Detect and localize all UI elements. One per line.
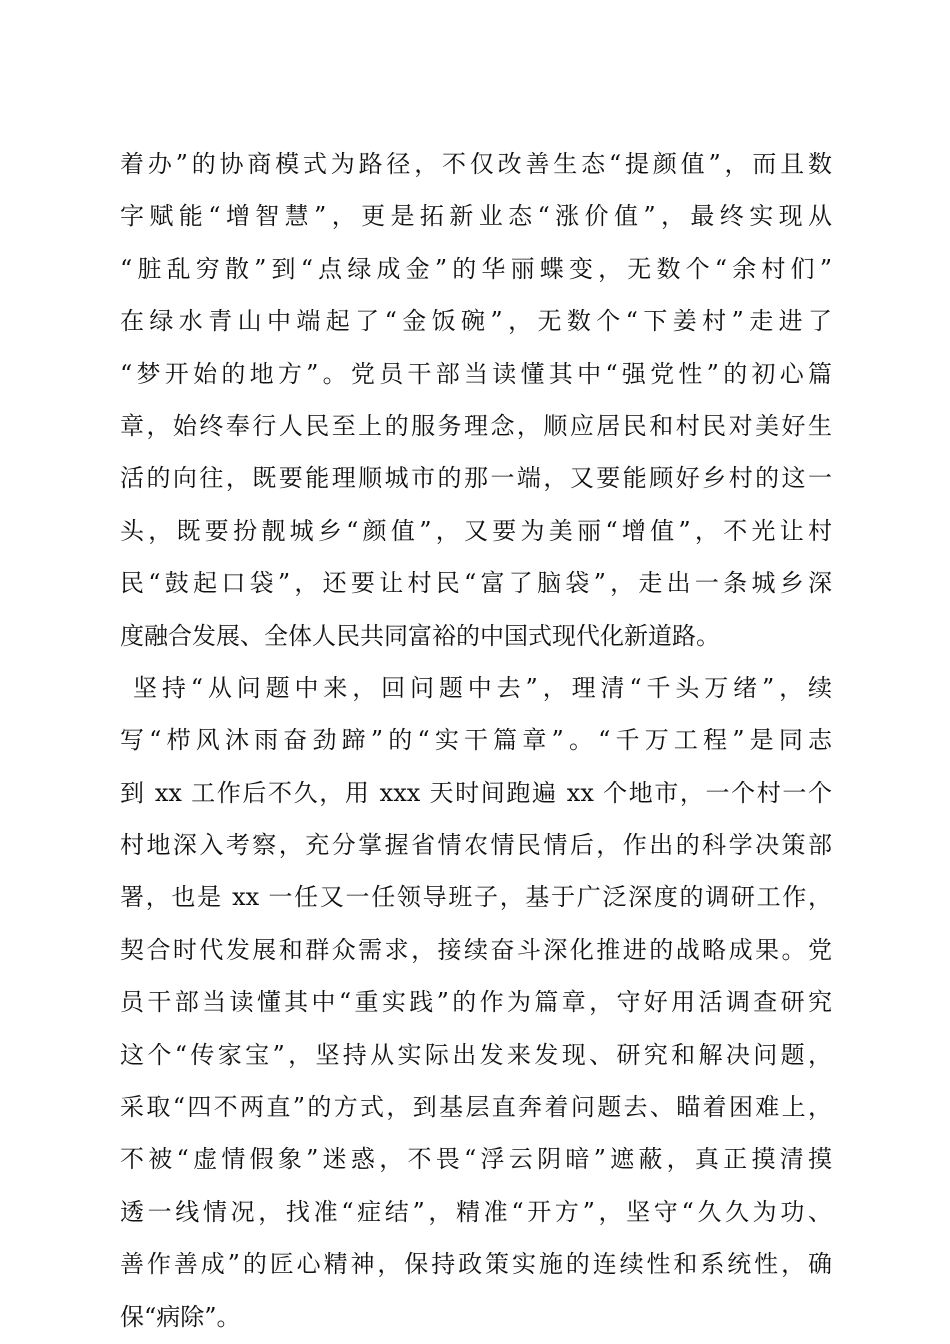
text-line: 头，既要扮靓城乡“颜值”，又要为美丽“增值”，不光让村 — [120, 516, 832, 545]
text-line: 在绿水青山中端起了“金饭碗”，无数个“下姜村”走进了 — [120, 307, 832, 336]
text-line: 活的向往，既要能理顺城市的那一端，又要能顾好乡村的这一 — [120, 464, 832, 493]
text-line: 章，始终奉行人民至上的服务理念，顺应居民和村民对美好生 — [120, 411, 832, 440]
text-line: “脏乱穷散”到“点绿成金”的华丽蝶变，无数个“余村们” — [120, 254, 832, 283]
paragraph-rural-revitalization — [120, 138, 832, 662]
text-line: 坚持“从问题中来，回问题中去”，理清“千头万绪”，续 — [133, 673, 832, 702]
text-line: 契合时代发展和群众需求，接续奋斗深化推进的战略成果。党 — [120, 935, 832, 964]
text-line: 到 xx 工作后不久，用 xxx 天时间跑遍 xx 个地市，一个村一个 — [120, 778, 832, 807]
text-line: 民“鼓起口袋”，还要让村民“富了脑袋”，走出一条城乡深 — [120, 569, 832, 598]
text-line: 员干部当读懂其中“重实践”的作为篇章，守好用活调查研究 — [120, 988, 832, 1017]
text-line: 村地深入考察，充分掌握省情农情民情后，作出的科学决策部 — [120, 831, 832, 860]
text-line: 透一线情况，找准“症结”，精准“开方”，坚守“久久为功、 — [120, 1197, 832, 1226]
text-line: 写“栉风沐雨奋劲蹄”的“实干篇章”。“千万工程”是同志 — [120, 726, 832, 755]
text-line: 着办”的协商模式为路径，不仅改善生态“提颜值”，而且数 — [120, 150, 832, 178]
text-line: 保“病除”。 — [120, 1302, 241, 1331]
text-line: 度融合发展、全体人民共同富裕的中国式现代化新道路。 — [120, 621, 720, 650]
text-line: “梦开始的地方”。党员干部当读懂其中“强党性”的初心篇 — [120, 359, 832, 388]
text-line: 不被“虚情假象”迷惑，不畏“浮云阴暗”遮蔽，真正摸清摸 — [120, 1145, 832, 1174]
text-line: 字赋能“增智慧”，更是拓新业态“涨价值”，最终实现从 — [120, 202, 832, 231]
text-line: 采取“四不两直”的方式，到基层直奔着问题去、瞄着困难上， — [120, 1093, 832, 1122]
text-line: 这个“传家宝”，坚持从实际出发来发现、研究和解决问题， — [120, 1040, 832, 1069]
paragraph-practice-research — [120, 662, 832, 1343]
document-body — [120, 138, 832, 1343]
text-line: 善作善成”的匠心精神，保持政策实施的连续性和系统性，确 — [120, 1250, 832, 1279]
text-line: 署，也是 xx 一任又一任领导班子，基于广泛深度的调研工作， — [120, 883, 832, 912]
